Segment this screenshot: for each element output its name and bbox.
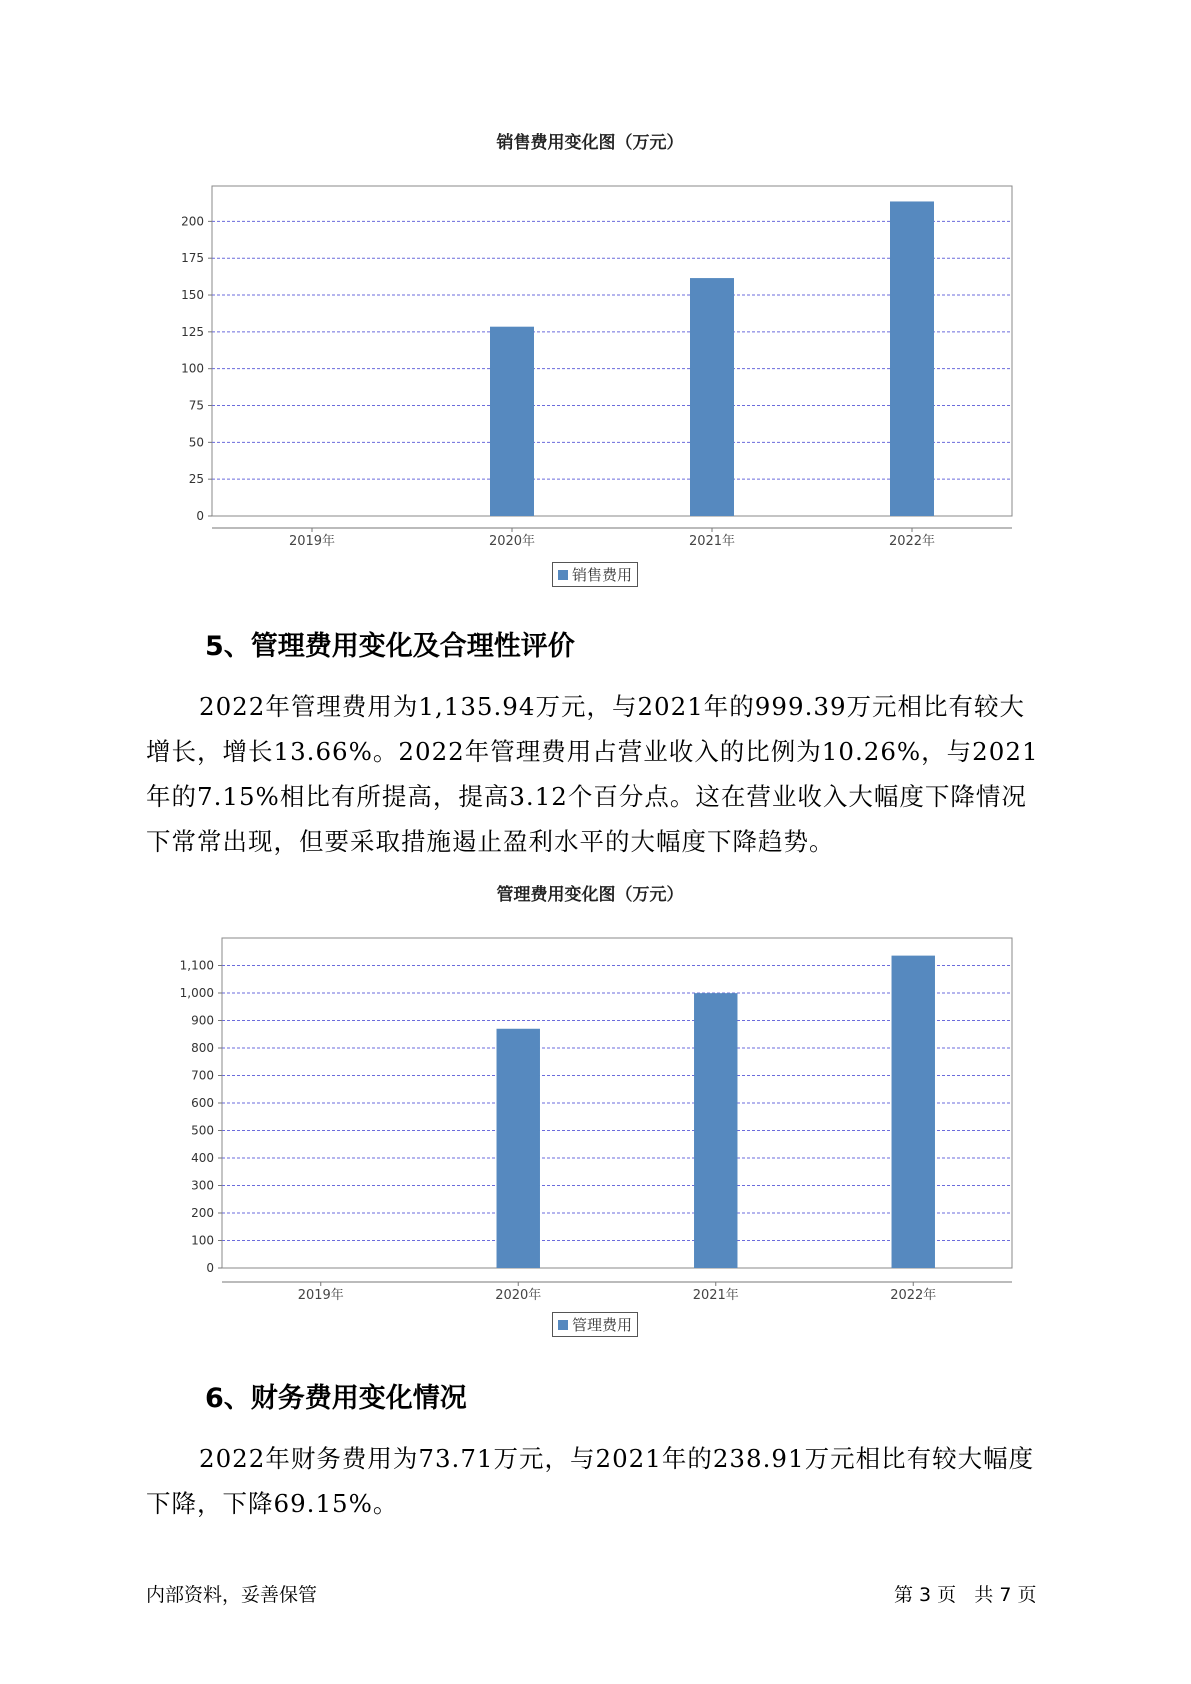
x-tick-label: 2020年 (488, 534, 536, 549)
x-tick-label: 2021年 (688, 534, 736, 549)
y-tick-label: 175 (181, 251, 204, 266)
footer-confidential: 内部资料，妥善保管 (146, 1584, 318, 1606)
x-tick-label: 2022年 (888, 534, 936, 549)
legend-label: 管理费用 (572, 1316, 633, 1334)
y-tick-label: 25 (188, 472, 204, 487)
y-tick-label: 75 (188, 398, 204, 413)
y-tick-label: 1,000 (179, 986, 214, 1000)
legend-label: 销售费用 (572, 566, 633, 584)
bar (892, 956, 935, 1268)
y-tick-label: 200 (191, 1206, 214, 1220)
y-tick-label: 50 (188, 435, 204, 450)
y-tick-label: 100 (181, 361, 204, 376)
page-number: 第 3 页 共 7 页 (894, 1584, 1037, 1606)
chart-title: 销售费用变化图（万元） (496, 133, 684, 153)
y-tick-label: 125 (181, 324, 204, 339)
y-tick-label: 200 (181, 214, 204, 229)
x-tick-label: 2022年 (890, 1288, 937, 1303)
x-tick-label: 2019年 (288, 534, 336, 549)
section-6-paragraph: 2022年财务费用为73.71万元，与2021年的238.91万元相比有较大幅度下降，下降69.15%。 (146, 1444, 1035, 1518)
y-tick-label: 600 (191, 1096, 214, 1110)
y-tick-label: 0 (196, 509, 204, 523)
y-tick-label: 800 (191, 1041, 214, 1055)
section-6-heading: 6、财务费用变化情况 (205, 1383, 467, 1414)
chart-legend (552, 1312, 638, 1337)
y-tick-label: 700 (191, 1068, 214, 1083)
y-tick-label: 1,100 (179, 958, 214, 973)
y-tick-label: 300 (191, 1178, 214, 1193)
x-tick-label: 2020年 (495, 1288, 542, 1303)
y-tick-label: 150 (181, 288, 204, 303)
y-tick-label: 0 (206, 1261, 214, 1275)
section-5-heading: 5、管理费用变化及合理性评价 (205, 631, 575, 662)
x-tick-label: 2021年 (692, 1288, 739, 1303)
bar (694, 993, 737, 1268)
legend-swatch (558, 1320, 568, 1330)
section-5-paragraph: 2022年管理费用为1,135.94万元，与2021年的999.39万元相比有较大增长，增长13.66%。2022年管理费用占营业收入的比例为10.26%，与2021年的7.15%相比有所提高，提高3.12个百分点。这在营业收入大幅度下降情况下常常出现，但要采取措施遏止盈利水平的大幅度下降趋势。 (146, 692, 1039, 856)
y-tick-label: 900 (191, 1013, 214, 1028)
bar (497, 1029, 540, 1268)
y-tick-label: 100 (191, 1233, 214, 1248)
x-tick-label: 2019年 (297, 1288, 344, 1303)
y-tick-label: 400 (191, 1151, 214, 1165)
y-tick-label: 500 (191, 1123, 214, 1138)
chart-title: 管理费用变化图（万元） (496, 885, 684, 905)
